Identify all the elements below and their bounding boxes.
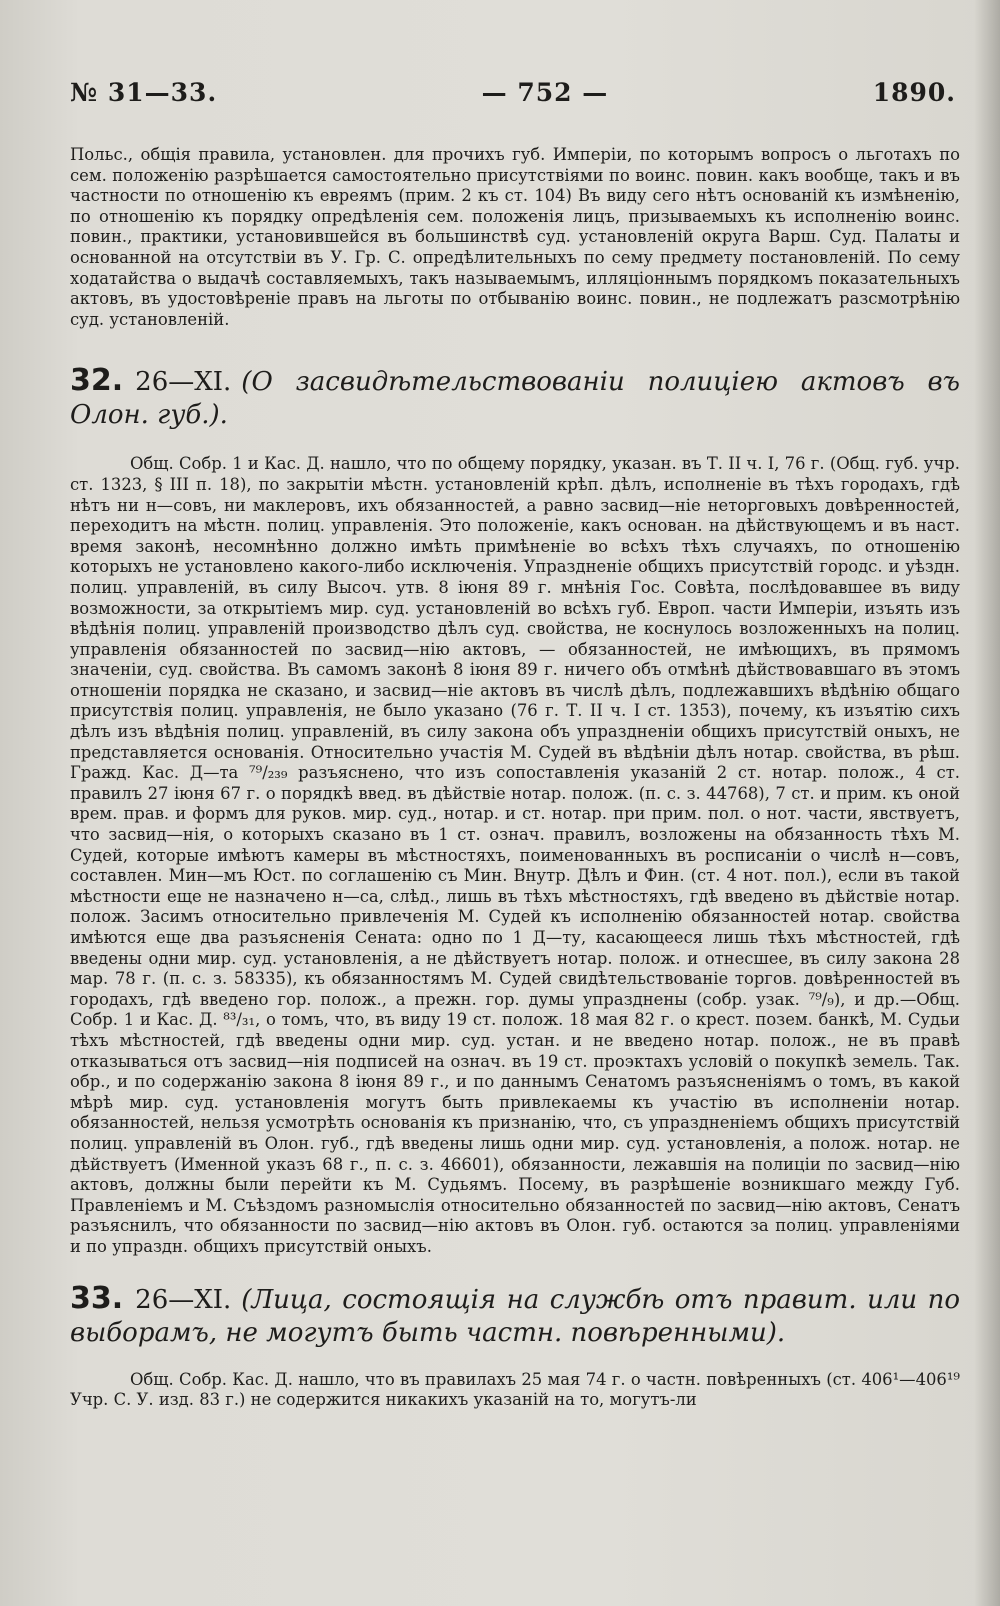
section-32-title: (О засвидѣтельствованіи полиціею актовъ въ Олон. губ.). bbox=[70, 367, 960, 431]
page-header bbox=[70, 78, 960, 107]
page-number: — 752 — bbox=[481, 78, 609, 107]
section-33-title: (Лица, состоящія на службѣ отъ правит. или по выборамъ, не могутъ быть частн. повѣренными). bbox=[70, 1284, 960, 1348]
section-32-date: 26—XI. bbox=[135, 367, 232, 398]
issue-number: № 31—33. bbox=[70, 78, 218, 107]
section-33-heading bbox=[70, 1282, 960, 1350]
section-33-body: Общ. Собр. Кас. Д. нашло, что въ правилахъ 25 мая 74 г. о частн. повѣренныхъ (ст. 406¹—406¹⁹ Учр. С. У. изд. 83 г.) не содержится никакихъ указаній на то, могутъ-ли bbox=[70, 1369, 960, 1410]
section-33-number: 33. bbox=[70, 1280, 124, 1316]
year: 1890. bbox=[872, 78, 956, 107]
section-33-date: 26—XI. bbox=[135, 1284, 232, 1315]
intro-paragraph: Польс., общія правила, установлен. для прочихъ губ. Имперіи, по которымъ вопросъ о льготахъ по сем. положенію разрѣшается самостоятельно присутствіями по воинс. повин. какъ вообще, такъ и въ частности по отношенію къ евреямъ (прим. 2 къ ст. 104) Въ виду сего нѣтъ основаній къ измѣненію, по отношенію къ порядку опредѣленія сем. положенія лицъ, призываемыхъ къ исполненію воинс. повин., практики, установившейся въ большинствѣ суд. установленій округа Варш. Суд. Палаты и основанной на отсутствіи въ У. Гр. С. опредѣлительныхъ по сему предмету постановленій. По сему ходатайства о выдачѣ составляемыхъ, такъ называемымъ, илляціоннымъ порядкомъ показательныхъ актовъ, въ удостовѣреніе правъ на льготы по отбыванію воинс. повин., не подлежатъ разсмотрѣнію суд. установленій. bbox=[70, 145, 960, 329]
section-32-heading bbox=[70, 364, 960, 432]
section-32-body: Общ. Собр. 1 и Кас. Д. нашло, что по общему порядку, указан. въ Т. II ч. I, 76 г. (Общ. губ. учр. ст. 1323, § III п. 18), по закрытіи мѣстн. установленій крѣп. дѣлъ, исполненіе въ тѣхъ городахъ, гдѣ нѣтъ ни н—совъ, ни маклеровъ, ихъ обязанностей, а равно засвид—ніе неторговыхъ довѣренностей, переходитъ на мѣстн. полиц. управленія. Это положеніе, какъ основан. на дѣйствующемъ и въ наст. время законѣ, несомнѣнно должно имѣть примѣненіе во всѣхъ тѣхъ случаяхъ, по отношенію которыхъ не установлено какого-либо исключенія. Упраздненіе общихъ присутствій городс. и уѣздн. полиц. управленій, въ силу Высоч. утв. 8 іюня 89 г. мнѣнія Гос. Совѣта, послѣдовавшее въ виду возможности, за открытіемъ мир. суд. установленій во всѣхъ губ. Европ. части Имперіи, изъять изъ вѣдѣнія полиц. управленій производство дѣлъ суд. свойства, не коснулось возложенныхъ на полиц. управленія обязанностей по засвид—нію актовъ, — обязанностей, не имѣющихъ, въ прямомъ значеніи, суд. свойства. Въ самомъ законѣ 8 іюня 89 г. ничего объ отмѣнѣ дѣйствовавшаго въ этомъ отношеніи порядка не сказано, и засвид—ніе актовъ въ числѣ дѣлъ, подлежавшихъ вѣдѣнію общаго присутствія полиц. управленія, не было указано (76 г. Т. II ч. I ст. 1353), почему, къ изъятію сихъ дѣлъ изъ вѣдѣнія полиц. управленій, въ силу закона объ упраздненіи общихъ присутствій оныхъ, не представляется основанія. Относительно участія М. Судей въ вѣдѣніи дѣлъ нотар. свойства, въ рѣш. Гражд. Кас. Д—та ⁷⁹/₂₃₉ разъяснено, что изъ сопоставленія указаній 2 ст. нотар. полож., 4 ст. правилъ 27 іюня 67 г. о порядкѣ введ. въ дѣйствіе нотар. полож. (п. с. з. 44768), 7 ст. и прим. къ оной врем. прав. и формъ для руков. мир. суд., нотар. и ст. нотар. при прим. пол. о нот. части, явствуетъ, что засвид—нія, о которыхъ сказано въ 1 ст. означ. правилъ, возложены на обязанность тѣхъ М. Судей, которые имѣютъ камеры въ мѣстностяхъ, поименованныхъ въ росписаніи о числѣ н—совъ, составлен. Мин—мъ Юст. по соглашенію съ Мин. Внутр. Дѣлъ и Фин. (ст. 4 нот. пол.), если въ такой мѣстности еще не назначено н—са, слѣд., лишь въ тѣхъ мѣстностяхъ, гдѣ введено въ дѣйствіе нотар. полож. Засимъ относительно привлеченія М. Судей къ исполненію обязанностей нотар. свойства имѣются еще два разъясненія Сената: одно по 1 Д—ту, касающееся лишь тѣхъ мѣстностей, гдѣ введены одни мир. суд. установленія, а не дѣйствуетъ нотар. полож. и отнесшее, въ силу закона 28 мар. 78 г. (п. с. з. 58335), къ обязанностямъ М. Судей свидѣтельствованіе торгов. довѣренностей въ городахъ, гдѣ введено гор. полож., а прежн. гор. думы упразднены (собр. узак. ⁷⁹/₉), и др.—Общ. Собр. 1 и Кас. Д. ⁸³/₃₁, о томъ, что, въ виду 19 ст. полож. 18 мая 82 г. о крест. позем. банкѣ, М. Судьи тѣхъ мѣстностей, гдѣ введены одни мир. суд. устан. и не введено нотар. полож., не въ правѣ отказываться отъ засвид—нія подписей на означ. въ 19 ст. проэктахъ условій о покупкѣ земель. Так. обр., и по содержанію закона 8 іюня 89 г., и по даннымъ Сенатомъ разъясненіямъ о томъ, въ какой мѣрѣ мир. суд. установленія могутъ быть привлекаемы къ участію въ исполненіи нотар. обязанностей, нельзя усмотрѣть основанія къ признанію, что, съ упраздненіемъ общихъ присутствій полиц. управленій въ Олон. губ., гдѣ введены лишь одни мир. суд. установленія, а полож. нотар. не дѣйствуетъ (Именной указъ 68 г., п. с. з. 46601), обязанности, лежавшія на полиціи по засвид—нію актовъ, должны были перейти къ М. Судьямъ. Посему, въ разрѣшеніе возникшаго между Губ. Правленіемъ и М. Съѣздомъ разномыслія относительно обязанностей по засвид—нію актовъ, Сенатъ разъяснилъ, что обязанности по засвид—нію актовъ въ Олон. губ. остаются за полиц. управленіями и по упраздн. общихъ присутствій оныхъ. bbox=[70, 454, 960, 1256]
section-32-number: 32. bbox=[70, 363, 124, 399]
